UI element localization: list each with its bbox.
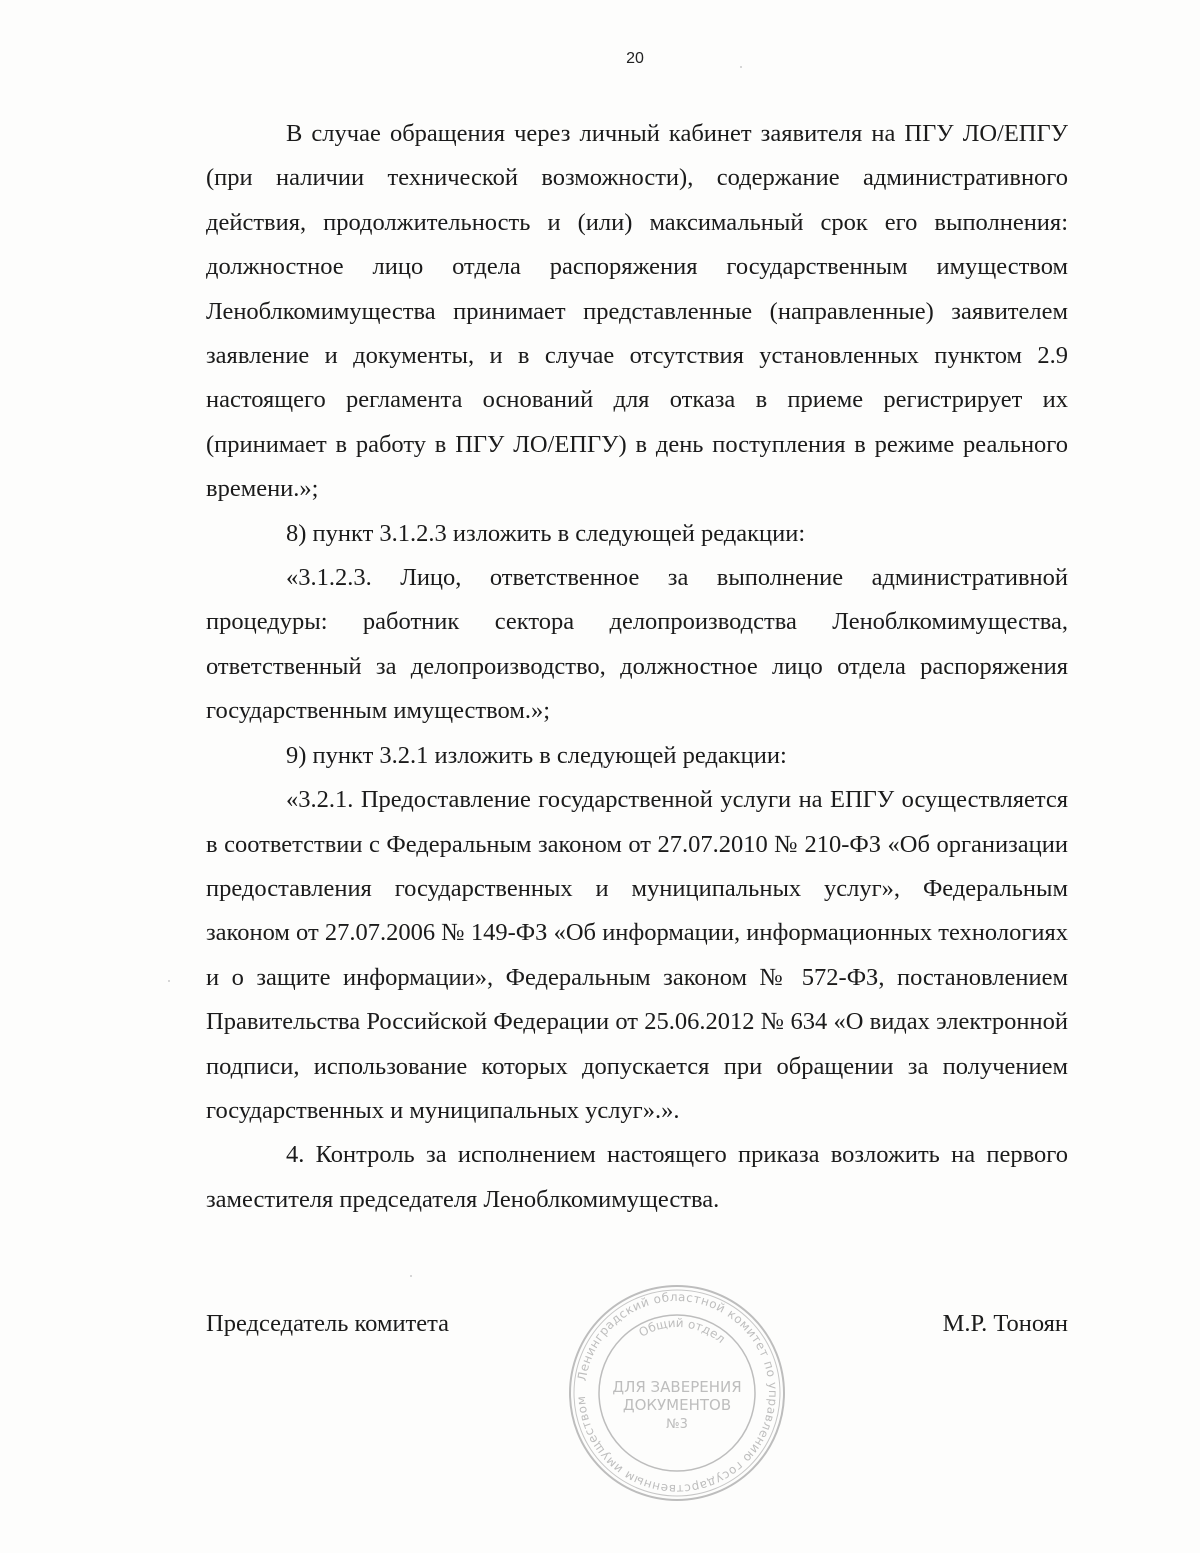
paragraph-1: В случае обращения через личный кабинет заявителя на ПГУ ЛО/ЕПГУ (при наличии технической возможности), содержание административного действия, продолжительность и (или) максимальный срок его выполнения: должностное лицо отдела распоряжения государственным имуществом Леноблкомимущества принимает представленные (направленные) заявителем заявление и документы, и в случае отсутствия установленных пунктом 2.9 настоящего регламента оснований для отказа в приеме регистрирует их (принимает в работу в ПГУ ЛО/ЕПГУ) в день поступления в режиме реального времени.»; — [206, 120, 1068, 503]
stamp-seal-icon — [566, 1282, 788, 1504]
page-number: 20 — [626, 50, 644, 67]
signatory-name: М.Р. Тоноян — [942, 1310, 1068, 1337]
stamp-center-line-3: №3 — [666, 1417, 688, 1432]
signatory-position: Председатель комитета — [206, 1310, 450, 1337]
scan-speck — [740, 66, 742, 68]
official-stamp — [566, 1282, 788, 1504]
paragraph-3: «3.1.2.3. Лицо, ответственное за выполнение административной процедуры: работник сектора делопроизводства Леноблкомимущества, ответственный за делопроизводство, должностное лицо отдела распоряжения государственным имуществом.»; — [206, 564, 1068, 725]
stamp-inner-text: Общий отдел — [636, 1315, 728, 1347]
paragraph-4: 9) пункт 3.2.1 изложить в следующей редакции: — [286, 741, 787, 769]
stamp-center-line-1: ДЛЯ ЗАВЕРЕНИЯ — [612, 1378, 742, 1396]
paragraph-5: «3.2.1. Предоставление государственной услуги на ЕПГУ осуществляется в соответствии с Федеральным законом от 27.07.2010 № 210-ФЗ «Об организации предоставления государственных и муниципальных услуг», Федеральным законом от 27.07.2006 № 149-ФЗ «Об информации, информационных технологиях и о защите информации», Федеральным законом № 572-ФЗ, постановлением Правительства Российской Федерации от 25.06.2012 № 634 «О видах электронной подписи, использование которых допускается при обращении за получением государственных и муниципальных услуг».». — [206, 786, 1068, 1124]
scan-speck — [168, 980, 170, 982]
scan-speck — [410, 1275, 412, 1277]
stamp-center-line-2: ДОКУМЕНТОВ — [622, 1396, 732, 1414]
paragraph-6: 4. Контроль за исполнением настоящего приказа возложить на первого заместителя председателя Леноблкомимущества. — [206, 1141, 1068, 1213]
paragraph-2: 8) пункт 3.1.2.3 изложить в следующей редакции: — [286, 519, 806, 547]
stamp-outer-text: Ленинградский областной комитет по управлению государственным имуществом — [573, 1289, 781, 1497]
document-body — [206, 112, 1068, 1222]
